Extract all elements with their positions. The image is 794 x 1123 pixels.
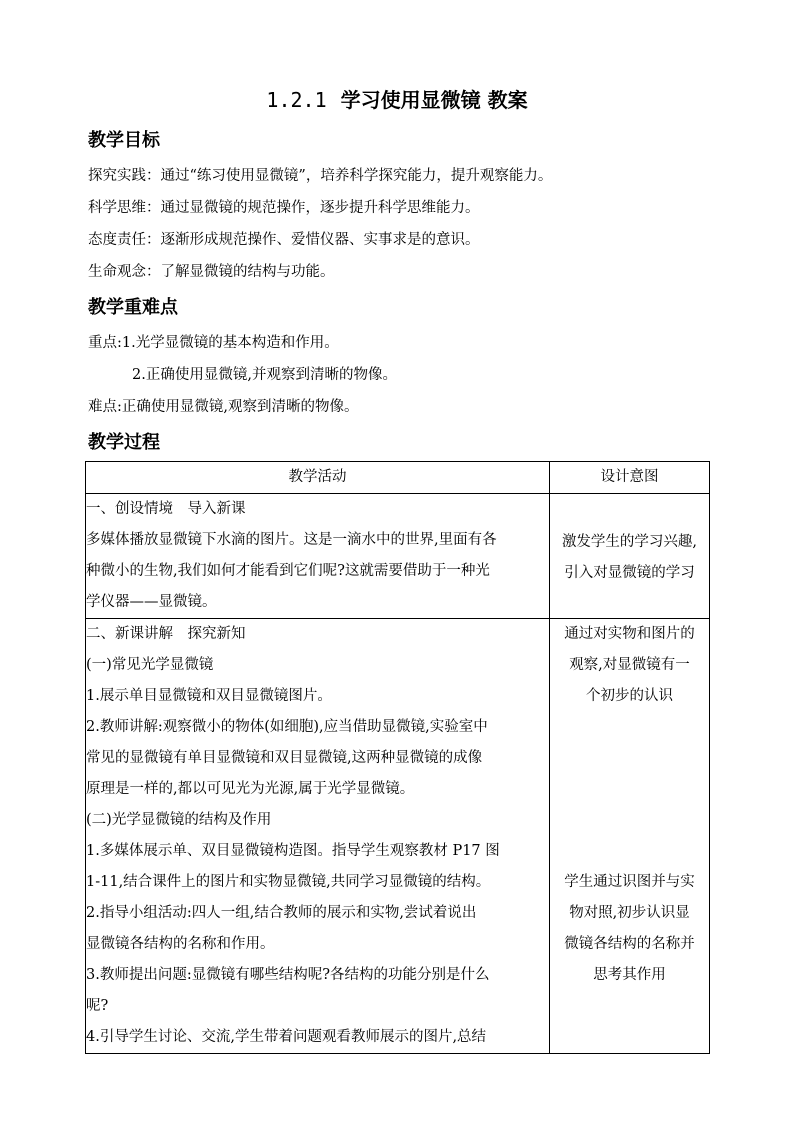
activity-line: 2.教师讲解:观察微小的物体(如细胞),应当借助显微镜,实验室中 (86, 719, 488, 735)
activity-line: 多媒体播放显微镜下水滴的图片。这是一滴水中的世界,里面有各 (86, 532, 497, 548)
key-point-2: 2.正确使用显微镜,并观察到清晰的物像。 (132, 367, 397, 383)
objective-item: 生命观念：了解显微镜的结构与功能。 (88, 264, 335, 280)
activity-line: 一、创设情境 导入新课 (86, 501, 246, 517)
document-title (0, 84, 794, 113)
activity-line: 二、新课讲解 探究新知 (86, 626, 246, 642)
activity-line: (二)光学显微镜的结构及作用 (86, 812, 272, 828)
activity-cell (86, 494, 550, 619)
title-text: 学习使用显微镜 教案 (340, 88, 528, 112)
table-row (86, 619, 710, 1054)
intent-line: 激发学生的学习兴趣, (561, 534, 698, 550)
activity-line: 4.引导学生讨论、交流,学生带着问题观看教师展示的图片,总结 (86, 1029, 487, 1045)
activity-line: 1-11,结合课件上的图片和实物显微镜,共同学习显微镜的结构。 (86, 874, 491, 890)
activity-line: 学仪器——显微镜。 (86, 594, 217, 610)
intent-line: 通过对实物和图片的 (564, 626, 695, 642)
intent-line: 思考其作用 (593, 967, 666, 983)
intent-line: 物对照,初步认识显 (569, 905, 690, 921)
activity-line: 常见的显微镜有单目显微镜和双目显微镜,这两种显微镜的成像 (86, 750, 483, 766)
teaching-process-table (85, 461, 710, 1054)
activity-line: 呢? (86, 998, 109, 1014)
column-header-activity: 教学活动 (86, 462, 550, 494)
key-point-1: 重点:1.光学显微镜的基本构造和作用。 (88, 335, 339, 351)
intent-spacer (550, 712, 709, 867)
activity-line: 3.教师提出问题:显微镜有哪些结构呢?各结构的功能分别是什么 (86, 967, 490, 983)
activity-line: 显微镜各结构的名称和作用。 (86, 936, 275, 952)
table-header-row (86, 462, 710, 494)
activity-line: 2.指导小组活动:四人一组,结合教师的展示和实物,尝试着说出 (86, 905, 477, 921)
intent-line: 个初步的认识 (586, 688, 673, 704)
activity-line: 原理是一样的,都以可见光为光源,属于光学显微镜。 (86, 781, 415, 797)
activity-cell (86, 619, 550, 1054)
intent-line: 学生通过识图并与实 (564, 874, 695, 890)
difficulty-point: 难点:正确使用显微镜,观察到清晰的物像。 (88, 399, 359, 415)
intent-cell (550, 619, 710, 1054)
activity-line: 1.多媒体展示单、双目显微镜构造图。指导学生观察教材 P17 图 (86, 843, 500, 859)
intent-line: 观察,对显微镜有一 (569, 657, 690, 673)
activity-line: (一)常见光学显微镜 (86, 657, 214, 673)
intent-line: 微镜各结构的名称并 (564, 936, 695, 952)
intent-cell (550, 494, 710, 619)
objectives-heading: 教学目标 (88, 130, 160, 151)
activity-line: 1.展示单目显微镜和双目显微镜图片。 (86, 688, 332, 704)
intent-line: 引入对显微镜的学习 (564, 565, 695, 581)
objective-item: 态度责任：逐渐形成规范操作、爱惜仪器、实事求是的意识。 (88, 232, 480, 248)
process-heading: 教学过程 (88, 432, 160, 453)
objective-item: 探究实践：通过“练习使用显微镜”，培养科学探究能力，提升观察能力。 (88, 168, 553, 184)
objective-item: 科学思维：通过显微镜的规范操作，逐步提升科学思维能力。 (88, 200, 480, 216)
key-points-heading: 教学重难点 (88, 297, 178, 318)
activity-line: 种微小的生物,我们如何才能看到它们呢?这就需要借助于一种光 (86, 563, 490, 579)
title-number: 1.2.1 (266, 88, 327, 112)
column-header-intent: 设计意图 (550, 462, 710, 494)
table-row (86, 494, 710, 619)
